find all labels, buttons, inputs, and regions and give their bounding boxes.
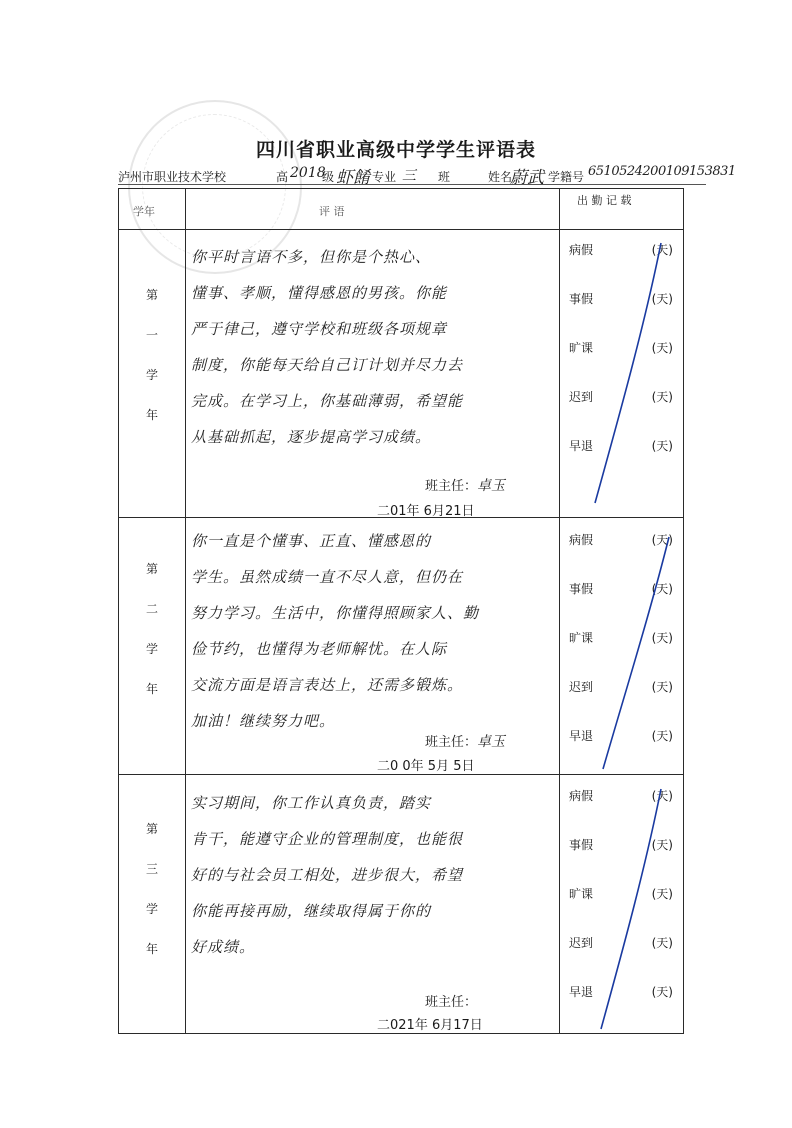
- year-two-label: 第 二 学 年: [145, 562, 158, 696]
- year-two-date: 二0 0年 5月 5日: [377, 759, 475, 774]
- major-value: 虾餚: [336, 168, 370, 188]
- year-two-divider: [119, 774, 683, 775]
- year-one-comment: 你平时言语不多，但你是个热心、 懂事、孝顺，懂得感恩的男孩。你能 严于律己，遵守学校和班级各项规章 制度，你能每天给自己订计划并尽力去 完成。在学习上，你基础薄弱，希望能 从基础抓起，逐步提高学习成绩。: [191, 248, 464, 446]
- year-one-attendance: 病假 (天) 事假 (天) 旷课 (天) 迟到 (天) 早退 (天): [569, 243, 673, 453]
- info-underline: [118, 184, 706, 185]
- year-three-attendance-slash: [565, 779, 683, 1033]
- page-title: 四川省职业高级中学学生评语表: [255, 139, 536, 161]
- year-one-date: 二01年 6月21日: [377, 504, 475, 519]
- student-id-value: 6510524200109153831: [588, 164, 736, 179]
- grade-suffix: 级: [322, 170, 335, 184]
- year-one-label: 第 一 学 年: [145, 288, 158, 422]
- year-two-comment: 你一直是个懂事、正直、懂感恩的 学生。虽然成绩一直不尽人意，但仍在 努力学习。生活中，你懂得照顾家人、勤 俭节约，也懂得为老师解忧。在人际 交流方面是语言表达上，还需多锻炼。 加油！继续努力吧。: [191, 532, 480, 730]
- year-two-attendance: 病假 (天) 事假 (天) 旷课 (天) 迟到 (天) 早退 (天): [569, 533, 673, 743]
- year-three-date: 二021年 6月17日: [377, 1018, 483, 1033]
- year-two-teacher-signature: 班主任：卓玉: [425, 734, 506, 750]
- class-value: 三: [402, 168, 416, 184]
- year-one-attendance-slash: [565, 233, 683, 517]
- header-row-divider: [119, 229, 683, 230]
- grade-prefix: 高: [276, 170, 289, 184]
- school-name: 泸州市职业技术学校: [118, 170, 227, 184]
- header-attendance: 出 勤 记 载: [577, 194, 632, 207]
- name-label: 姓名: [488, 170, 513, 184]
- evaluation-table: [118, 188, 684, 1034]
- header-comment: 评 语: [319, 205, 345, 218]
- year-two-attendance-slash: [565, 523, 683, 773]
- year-three-label: 第 三 学 年: [145, 822, 158, 956]
- year-three-comment: 实习期间，你工作认真负责，踏实 肯干，能遵守企业的管理制度，也能很 好的与社会员工相处，进步很大，希望 你能再接再励，继续取得属于你的 好成绩。: [191, 794, 464, 956]
- major-label: 专业: [372, 170, 397, 184]
- year-column-divider: [185, 189, 186, 1033]
- header-year: 学年: [133, 205, 155, 218]
- name-value: 蔚武: [510, 168, 544, 188]
- year-three-teacher-signature: 班主任：: [425, 995, 478, 1010]
- grade-value: 2018: [290, 165, 326, 181]
- class-label: 班: [438, 170, 451, 184]
- year-three-attendance: 病假 (天) 事假 (天) 旷课 (天) 迟到 (天) 早退 (天): [569, 789, 673, 999]
- student-info-line: [118, 164, 736, 188]
- attendance-column-divider: [559, 189, 560, 1033]
- year-one-teacher-signature: 班主任：卓玉: [425, 478, 506, 494]
- student-id-label: 学籍号: [548, 170, 585, 184]
